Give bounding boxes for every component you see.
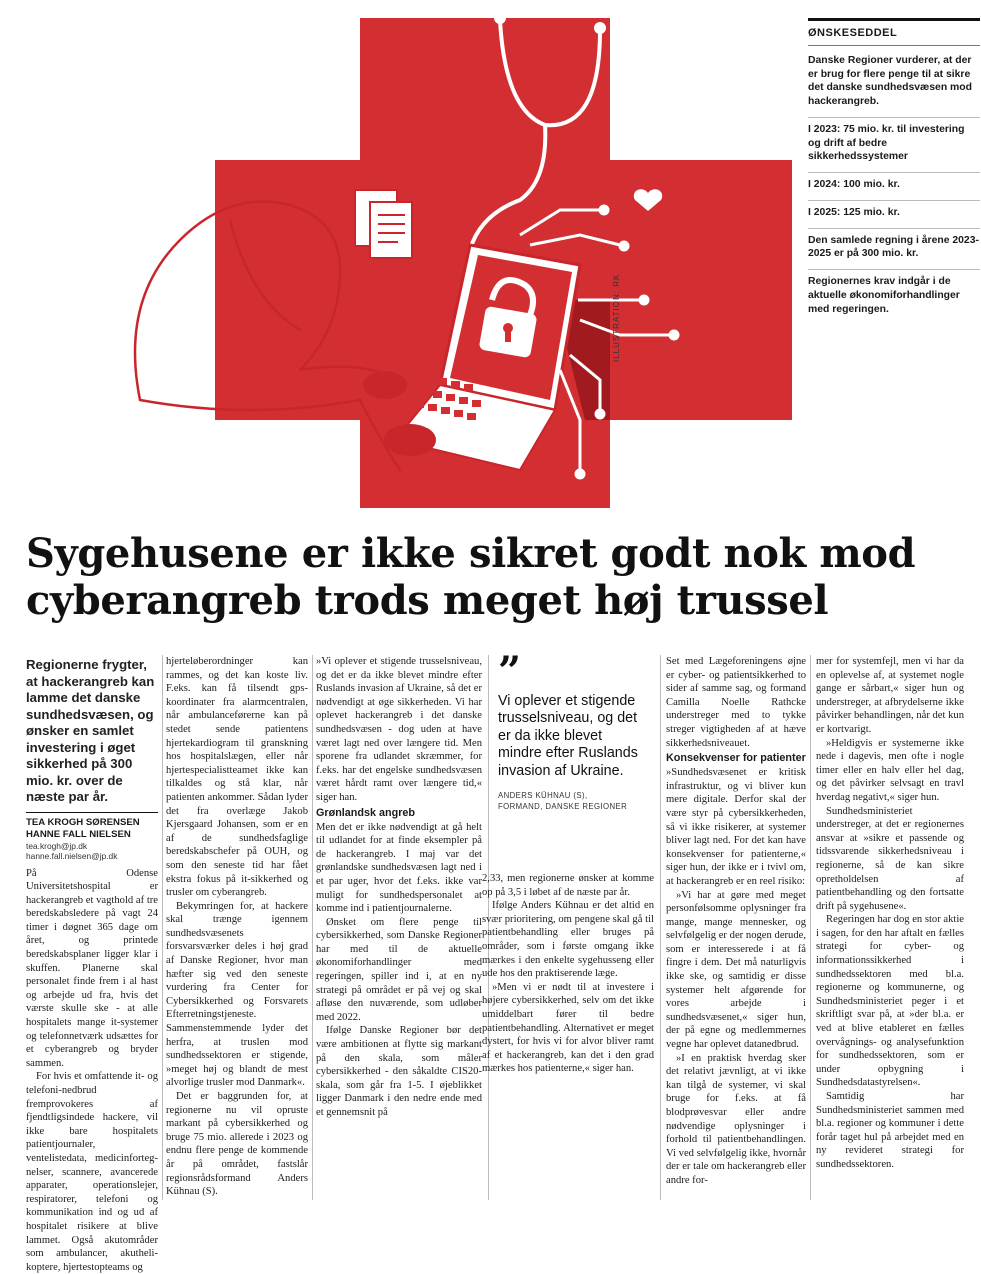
body-paragraph: mer for systemfejl, men vi har da en oplevelse af, at systemet nogle gange er sårbart,« siger hun og understreger, at afbrydelserne ikke påvirker behandlingen, når det kun er kortvarigt.	[816, 656, 964, 735]
subheading: Grønlandsk angreb	[316, 806, 415, 819]
factbox-paragraph: I 2023: 75 mio. kr. til investering og drift af bedre sikkerhedssystemer	[808, 117, 980, 164]
body-paragraph: Ønsket om flere penge til cybersikkerhed, som Danske Regioner har med til de aktuelle økonomiforhandlinger med regeringen, spiller ind i, at en ny strategi på området er på vej og skal afløse den nuværende, som udløber med 2022.	[316, 916, 482, 1023]
quote-text: Vi oplever et stigende trusselsniveau, og det er da ikke blevet mindre efter Ruslands invasion af Ukraine.	[498, 693, 638, 779]
byline	[26, 812, 158, 861]
body-paragraph: »Sundhedsvæsenet er kritisk infrastruktur, og vi bliver kun mere digitale. Derfor skal der være styr på cybersikkerheden, så vi ikke risikerer, at systemer bliver lagt ned. For det kan have konsekvenser for patienterne,« siger hun, der ikke er i tvivl om, at hackerangreb er en reel risiko:	[666, 767, 806, 887]
cyberattack-illustration	[0, 0, 800, 520]
body-paragraph: 2,33, men regionerne ønsker at komme op på 3,5 i løbet af de næste par år.	[482, 873, 654, 898]
subheading: Konsekvenser for patienter	[666, 752, 806, 765]
body-paragraph: hjerteløberordninger kan rammes, og det kan koste liv. F.eks. kan få tilsendt gps-koordinater fra alarmcentralen, når ambulanceførerne kan på stedet sende patientens hjertekardiogram til granskning hos hospitalslægen, eller når hjertespecialistteamet ikke kan tilkaldes og stå klar, når patienten ankommer. Sådan lyder det fra overlæge Jakob Kjersgaard Johansen, som er en af de sundhedsfaglige beredskabschefer på OUH, og som den seneste tid har fået ekstra fokus på it-sikkerhed og trusler om cyberangreb.	[166, 656, 308, 899]
body-paragraph: Det er baggrunden for, at regionerne nu vil opruste markant på cybersikkerhed og bruge 75 mio. allerede i 2023 og endnu flere penge de kommende år på området, fastslår regionsrådsformand Anders Kühnau (S).	[166, 1091, 308, 1198]
wishlist-factbox	[808, 18, 980, 316]
body-paragraph: Sundhedsministeriet understreger, at det er regionernes ansvar at »sikre et passende og tidssvarende sikkerhedsniveau i regionerne, så de kan sikre opretholdelsen af patientbehandling og den fortsatte drift på sygehusene«.	[816, 805, 964, 912]
author-email[interactable]: hanne.fall.nielsen@jp.dk	[26, 850, 118, 861]
body-paragraph: For hvis et omfattende it- og telefoni-nedbrud fremprovokeres af fjendtligsindede hackere, vil ikke bare hospitalets patientjournaler, ventelistedata, medicinfortegnelser, scannere, avancerede apparater, operationslejer, respiratorer, telefoni og kommunikation ind og ud af hospitalet risikere at blive lammet. Også akutområder som ambulancer, akuthelikoptere, hjertestopteams og	[26, 1071, 158, 1273]
body-paragraph: Ifølge Danske Regioner bør det være ambitionen at flytte sig markant på den skala, som måler cybersikkerhed - den såkaldte CIS20-skala, som går fra 1-5. I øjeblikket ligger Danmark i den nedre ende med et gennemsnit på	[316, 1025, 482, 1118]
article-headline: Sygehusene er ikke sikret godt nok mod cyberangreb trods meget høj trussel	[26, 530, 916, 624]
quote-mark-icon: ”	[498, 648, 522, 695]
body-paragraph: På Odense Universitetshospital er hackerangreb et vagthold af tre beredskabsledere på vagt 24 timer i døgnet 365 dage om året, og printede beredskabsplaner ligger klar i skuffen. Planerne skal personalet finde frem i al hast og arbejde ud fra, hvis det værste skulle ske - at alle hospitalets mange it-systemer og telefonnetværk udsættes for et cyberangreb og bryder sammen.	[26, 867, 158, 1069]
factbox-top-rule	[808, 18, 980, 21]
illustration-credit: ILLUSTRATION: RK	[612, 273, 621, 362]
factbox-paragraph: I 2025: 125 mio. kr.	[808, 200, 980, 220]
body-paragraph: Ifølge Anders Kühnau er det altid en svær prioritering, om pengene skal gå til patientbehandling eller bruges på områder, som i første omgang ikke mærkes i den enkelte sygehusseng eller ude hos den praktiserende læge.	[482, 900, 654, 980]
body-paragraph: »Men vi er nødt til at investere i højere cybersikkerhed, selv om det ikke umiddelbart fører til bedre patientbehandling. Alternativet er meget dystert, for hvis vi for alvor bliver ramt af et hackerangreb, kan det i den grad mærkes hos patienterne,« siger han.	[482, 981, 654, 1075]
quote-attribution-role: FORMAND, DANSKE REGIONER	[498, 802, 628, 812]
column-divider	[810, 655, 811, 1200]
pull-quote	[498, 648, 648, 812]
author-email[interactable]: tea.krogh@jp.dk	[26, 840, 88, 851]
factbox-paragraph: Den samlede regning i årene 2023-2025 er på 300 mio. kr.	[808, 228, 980, 261]
body-paragraph: »I en praktisk hverdag sker det relativt jævnligt, at vi ikke kan tilgå de systemer, vi skal bruge for f.eks. at få blodprøvesvar eller andre nødvendige oplysninger i forhold til patientbehandlingen. Vi ved selvfølgelig ikke, hvornår der er tale om hackerangreb eller andre for-	[666, 1052, 806, 1186]
factbox-paragraph: I 2024: 100 mio. kr.	[808, 172, 980, 192]
body-paragraph: Men det er ikke nødvendigt at gå helt til udlandet for at finde eksempler på de hackerangreb. I maj var det grønlandske sundhedsvæsen lagt ned i et par uger, hvor det f.eks. ikke var muligt for sundhedspersonalet at komme ind i patientjournalerne.	[316, 821, 482, 915]
body-paragraph: »Heldigvis er systemerne ikke nede i dagevis, men ofte i nogle timer eller en halv eller hel dag, og det påvirker selvsagt en travl hverdag negativt,« siger hun.	[816, 737, 964, 803]
body-paragraph: Regeringen har dog en stor aktie i sagen, for den har aftalt en fælles strategi for cyber- og informationssikkerhed i sundhedssektoren med bl.a. regionerne og kommunerne, og Sundhedsministeriet peger i et skriftligt svar på, at »der bl.a. er ved at blive etableret en fælles overvågnings- og analysefunktion for sundhedssektoren, som er under opbygning i Sundhedsdatastyrelsen«.	[816, 914, 964, 1089]
column-divider	[660, 655, 661, 1200]
factbox-paragraph: Regionernes krav indgår i de aktuelle økonomiforhandlinger med regeringen.	[808, 269, 980, 316]
factbox-paragraph: Danske Regioner vurderer, at der er brug for flere penge til at sikre det danske sundhedsvæsen mod hackerangreb.	[808, 55, 972, 108]
article-column-2	[166, 655, 308, 1199]
body-paragraph: »Vi oplever et stigende trusselsniveau, og det er da ikke blevet mindre efter Ruslands invasion af Ukraine, så det er nødvendigt at øge sikkerheden. Vi har oplevet hackerangreb i det danske sundhedsvæsen - dog uden at have været lagt ned over længere tid. Men sporene fra udlandet skræmmer, for f.eks. har det engelske sundhedsvæsen været hårdt ramt over længere tid,« siger han.	[316, 656, 482, 803]
author-name: HANNE FALL NIELSEN	[26, 828, 131, 840]
article-lead: Regionerne frygter, at hackerangreb kan lamme det danske sundhedsvæsen, og ønsker en samlet investering i øget sikkerhed på 300 mio. kr. over de næste par år.	[26, 657, 155, 804]
factbox-label: ØNSKESEDDEL	[808, 27, 980, 46]
article-column-6	[816, 655, 964, 1172]
article-column-1	[26, 655, 158, 1274]
body-paragraph: Set med Lægeforeningens øjne er cyber- og patientsikkerhed to sider af samme sag, og formand Camilla Noelle Rathcke understreger med to tykke streger vigtigheden af at hæve sikkerhedsniveauet.	[666, 656, 806, 749]
article-column-3	[316, 655, 482, 1120]
column-divider	[162, 655, 163, 1200]
body-paragraph: Bekymringen for, at hackere skal trænge igennem sundhedsvæsenets forsvarsværker deles i høj grad af Danske Regioner, hvor man hæfter sig ved den seneste vurdering fra Center for Cybersikkerhed og Forsvarets Efterretningstjeneste. Sammenstemmende lyder det herfra, at truslen mod sundhedssektoren er stigende, »meget høj og blandt de mest alvorlige trusler mod Danmark«.	[166, 900, 308, 1089]
article-column-4	[482, 872, 654, 1076]
body-paragraph: Samtidig har Sundhedsministeriet sammen med bl.a. regioner og kommuner i dette forår taget hul på arbejdet med en ny revideret strategi for sundhedssektoren.	[816, 1091, 964, 1170]
author-name: TEA KROGH SØRENSEN	[26, 816, 140, 828]
quote-attribution-name: ANDERS KÜHNAU (S),	[498, 791, 588, 801]
column-divider	[312, 655, 313, 1200]
body-paragraph: »Vi har at gøre med meget personfølsomme oplysninger fra mange, mange mennesker, og selvfølgelig er der nogen derude, som er interesserede i at få fingre i dem. Det må naturligvis ikke ske, og samtidig er disse systemer helt afgørende for vores arbejde i sundhedsvæsenet,« siger hun, der på egne og medlemmernes vegne har oplevet datanedbrud.	[666, 889, 806, 1051]
article-column-5	[666, 655, 806, 1188]
